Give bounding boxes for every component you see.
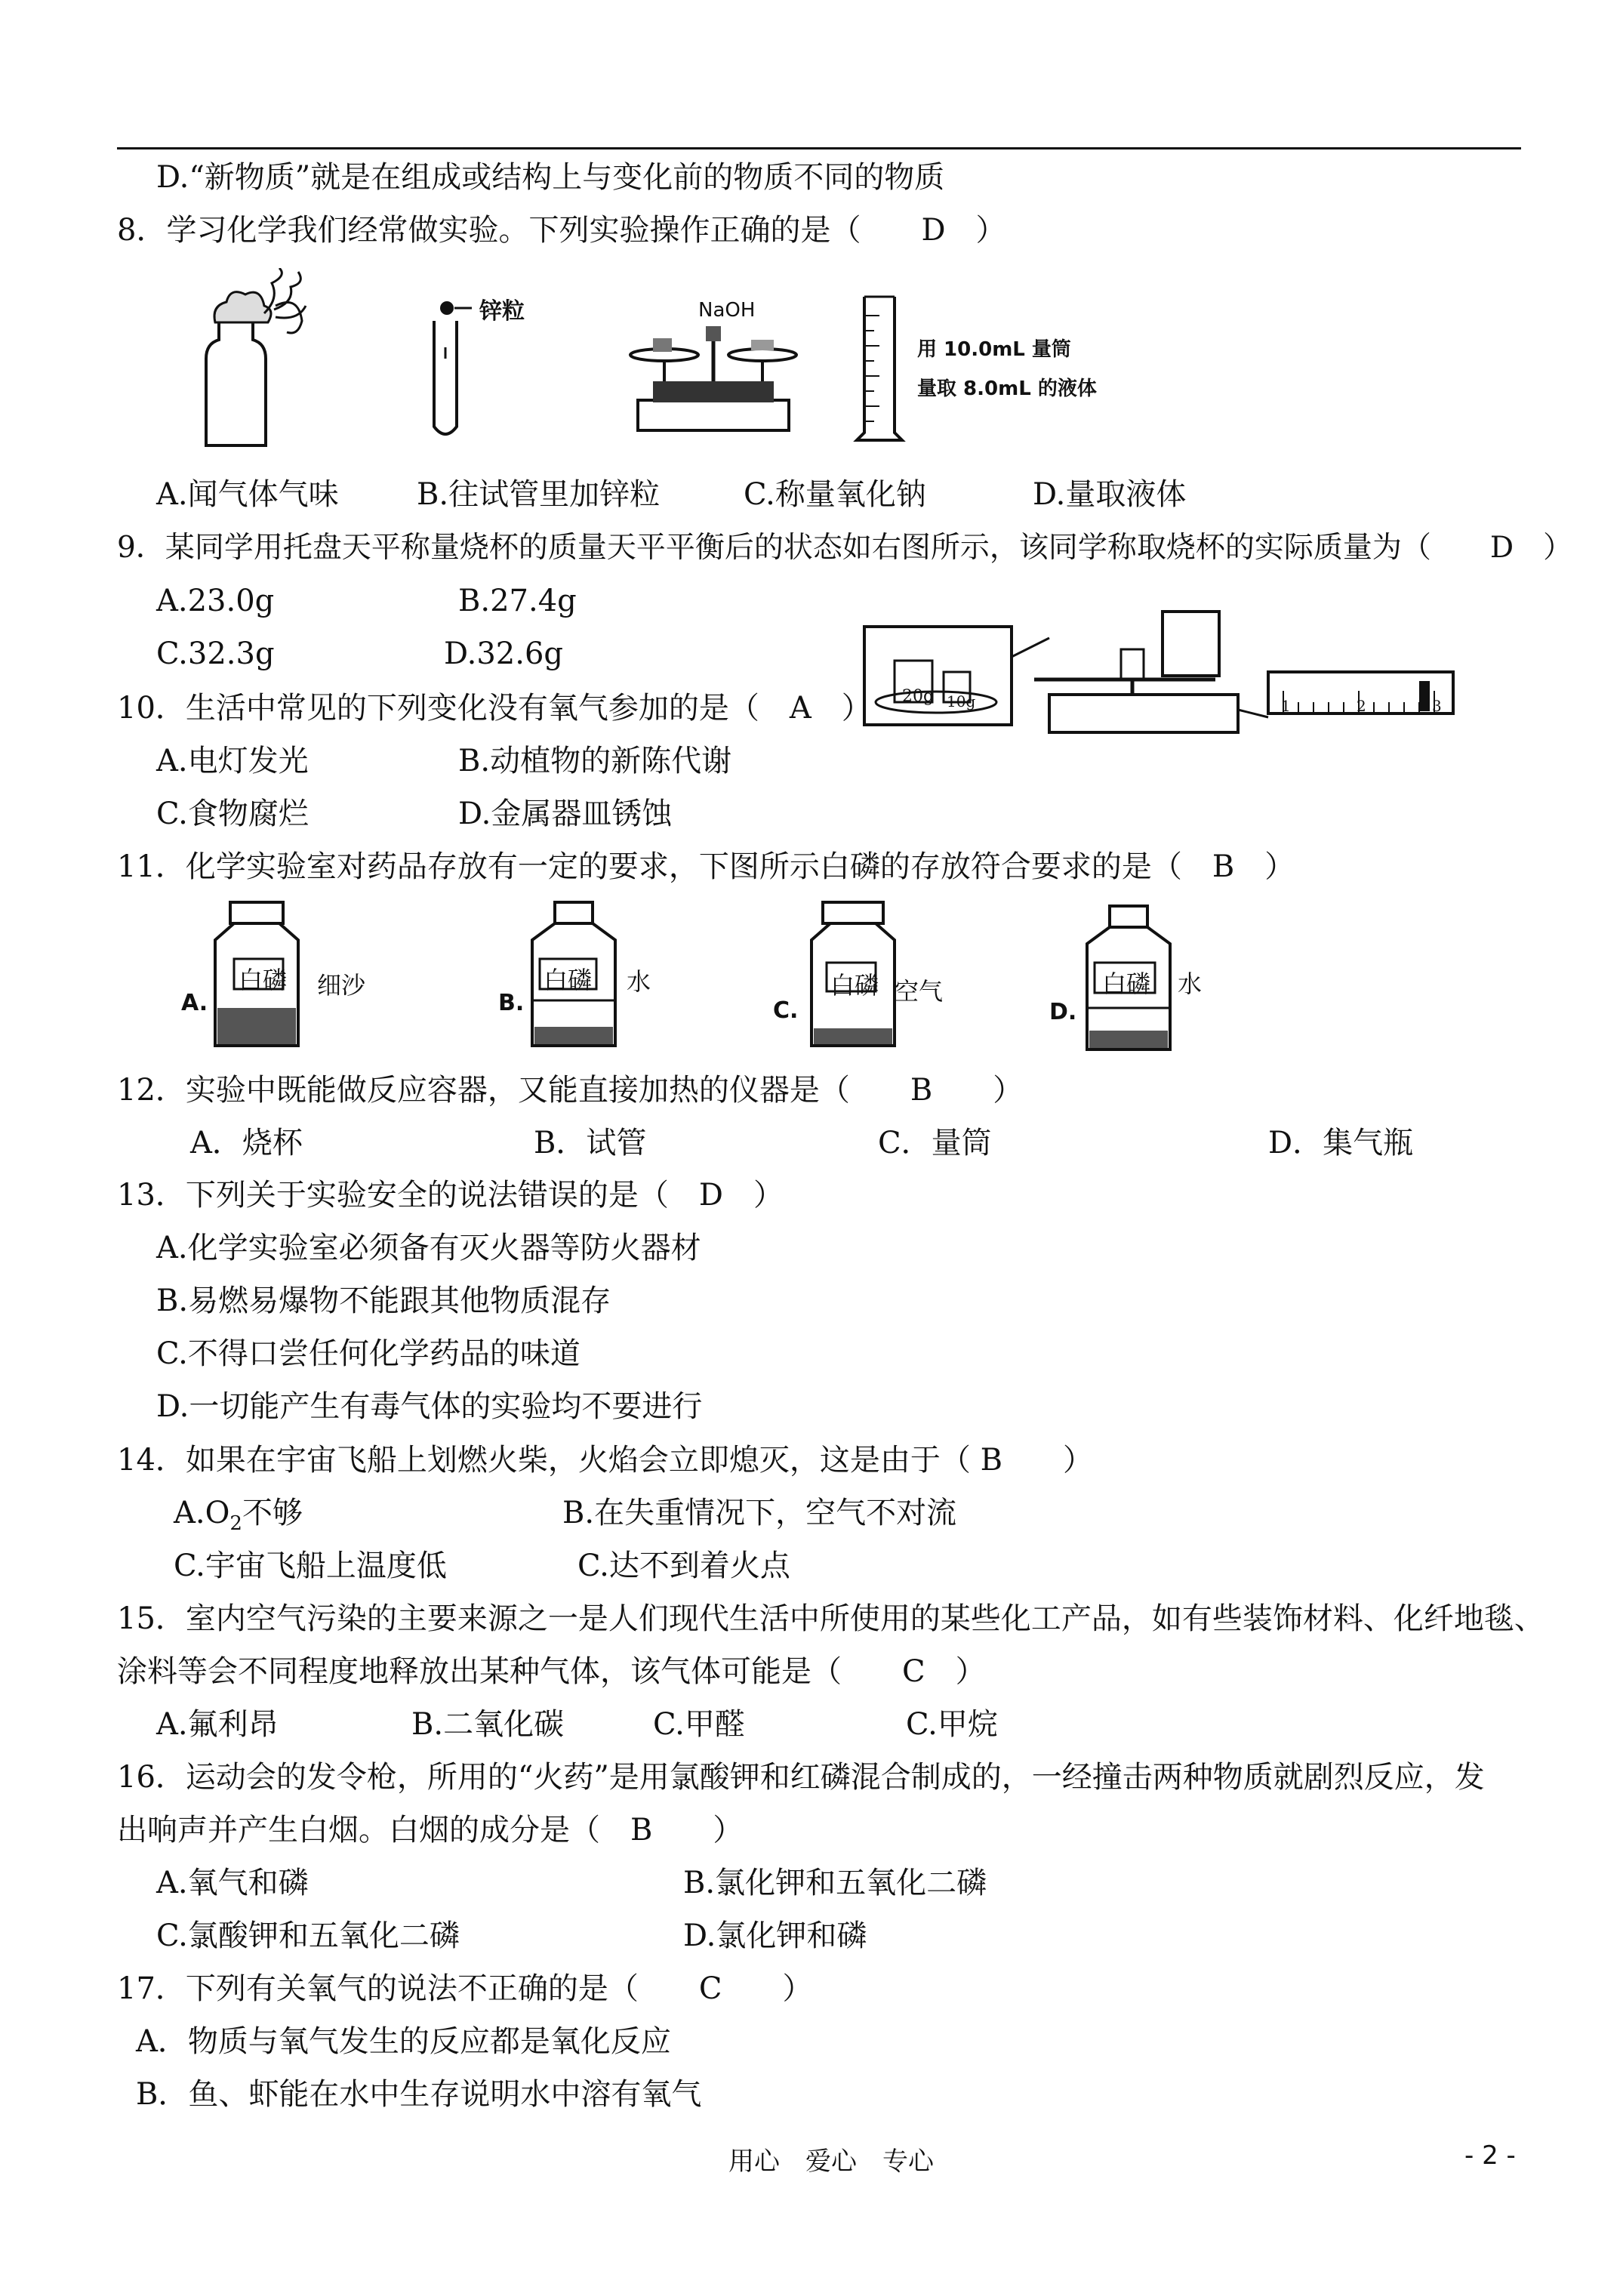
q14-option-a <box>174 1496 303 1541</box>
q8-figure-balance <box>623 317 804 434</box>
q14-option-a-post: 不够 <box>242 1496 303 1530</box>
q13-option-c: C.不得口尝任何化学药品的味道 <box>156 1336 581 1371</box>
q8-figure-cylinder <box>853 293 906 444</box>
q11-b-note: 水 <box>627 967 651 996</box>
q14-option-b: B.在失重情况下，空气不对流 <box>562 1496 957 1530</box>
q10-option-b: B.动植物的新陈代谢 <box>458 744 732 778</box>
q9-option-a: A.23.0g <box>156 584 275 618</box>
page-number: - 2 - <box>1464 2140 1516 2171</box>
q8-option-d: D.量取液体 <box>1033 477 1187 512</box>
q11-stem: 11．化学实验室对药品存放有一定的要求，下图所示白磷的存放符合要求的是（ B ） <box>117 849 1295 884</box>
q10-option-c: C.食物腐烂 <box>156 797 309 831</box>
q14-stem: 14．如果在宇宙飞船上划燃火柴，火焰会立即熄灭，这是由于（ B ） <box>117 1443 1094 1478</box>
q16-option-c: C.氯酸钾和五氧化二磷 <box>156 1918 460 1953</box>
q11-d-letter: D. <box>1049 999 1077 1025</box>
q14-option-a-sub: 2 <box>229 1512 242 1535</box>
q16-option-b: B.氯化钾和五氧化二磷 <box>683 1866 987 1900</box>
q17-stem: 17．下列有关氧气的说法不正确的是（ C ） <box>117 1971 813 2006</box>
q9-figure-balance <box>861 596 1464 755</box>
q7-option-d: D.“新物质”就是在组成或结构上与变化前的物质不同的物质 <box>156 160 945 195</box>
q10-option-a: A.电灯发光 <box>156 744 309 778</box>
header-rule <box>117 147 1521 149</box>
q8-cylinder-label-2: 量取 8.0mL 的液体 <box>917 378 1097 400</box>
q9-option-c: C.32.3g <box>156 636 275 671</box>
q17-option-b: B．鱼、虾能在水中生存说明水中溶有氧气 <box>136 2077 702 2112</box>
q11-b-letter: B. <box>498 990 525 1016</box>
q9-option-d: D.32.6g <box>444 636 564 671</box>
q8-zinc-label: 锌粒 <box>479 298 525 325</box>
q9-scale-3: 3 <box>1432 697 1442 715</box>
q13-option-a: A.化学实验室必须备有灭火器等防火器材 <box>156 1231 701 1265</box>
q15-stem-line2: 涂料等会不同程度地释放出某种气体，该气体可能是（ C ） <box>117 1654 986 1689</box>
q14-option-c: C.宇宙飞船上温度低 <box>174 1549 447 1583</box>
q8-figure-smell <box>185 268 336 449</box>
q9-weight-20g: 20g <box>902 687 935 706</box>
q11-a-letter: A. <box>181 990 208 1016</box>
q12-option-a: A．烧杯 <box>190 1126 303 1160</box>
q8-cylinder-label-1: 用 10.0mL 量筒 <box>917 338 1071 361</box>
q9-stem: 9．某同学用托盘天平称量烧杯的质量天平平衡后的状态如右图所示，该同学称取烧杯的实际质量为（ D ） <box>117 531 1573 565</box>
q15-option-c: C.甲醛 <box>653 1707 745 1742</box>
q11-a-note: 细沙 <box>317 971 366 1000</box>
q11-c-note: 空气 <box>895 977 944 1006</box>
q12-option-d: D．集气瓶 <box>1268 1126 1414 1160</box>
q12-stem: 12．实验中既能做反应容器，又能直接加热的仪器是（ B ） <box>117 1073 1024 1108</box>
q14-option-d: C.达不到着火点 <box>577 1549 790 1583</box>
q8-naoh-label: NaOH <box>698 299 756 322</box>
q15-option-b: B.二氧化碳 <box>411 1707 565 1742</box>
q14-option-a-pre: A.O <box>174 1496 230 1530</box>
q13-option-b: B.易燃易爆物不能跟其他物质混存 <box>156 1284 611 1318</box>
footer-motto: 用心 爱心 专心 <box>728 2147 934 2177</box>
q16-option-d: D.氯化钾和磷 <box>683 1918 867 1953</box>
q15-option-d: C.甲烷 <box>906 1707 998 1742</box>
q11-c-letter: C. <box>773 997 799 1024</box>
q9-option-b: B.27.4g <box>458 584 577 618</box>
q10-option-d: D.金属器皿锈蚀 <box>458 797 673 831</box>
q13-option-d: D.一切能产生有毒气体的实验均不要进行 <box>156 1389 703 1424</box>
q12-option-b: B．试管 <box>534 1126 647 1160</box>
q16-option-a: A.氧气和磷 <box>156 1866 309 1900</box>
q16-stem-line2: 出响声并产生白烟。白烟的成分是（ B ） <box>117 1813 744 1848</box>
q16-stem-line1: 16．运动会的发令枪，所用的“火药”是用氯酸钾和红磷混合制成的，一经撞击两种物质就剧烈反应，发 <box>117 1760 1485 1795</box>
q11-d-label: 白磷 <box>1102 969 1151 998</box>
q9-scale-1: 1 <box>1281 697 1291 715</box>
q9-weight-10g: 10g <box>947 692 976 710</box>
q8-stem: 8．学习化学我们经常做实验。下列实验操作正确的是（ D ） <box>117 213 1006 248</box>
q11-b-label: 白磷 <box>544 966 593 994</box>
q15-option-a: A.氟利昂 <box>156 1707 279 1742</box>
q11-a-label: 白磷 <box>239 966 288 994</box>
q12-option-c: C．量筒 <box>878 1126 992 1160</box>
q11-c-label: 白磷 <box>830 971 879 1000</box>
q17-option-a: A．物质与氧气发生的反应都是氧化反应 <box>136 2024 671 2059</box>
q8-option-b: B.往试管里加锌粒 <box>417 477 661 512</box>
q11-d-note: 水 <box>1178 969 1203 998</box>
q8-option-a: A.闻气体气味 <box>156 477 339 512</box>
q8-option-c: C.称量氧化钠 <box>744 477 926 512</box>
q10-stem: 10．生活中常见的下列变化没有氧气参加的是（ A ） <box>117 691 872 726</box>
q13-stem: 13．下列关于实验安全的说法错误的是（ D ） <box>117 1178 784 1213</box>
q15-stem-line1: 15．室内空气污染的主要来源之一是人们现代生活中所使用的某些化工产品，如有些装饰材料、化纤地毯、 <box>117 1601 1544 1636</box>
q9-scale-2: 2 <box>1357 697 1366 715</box>
